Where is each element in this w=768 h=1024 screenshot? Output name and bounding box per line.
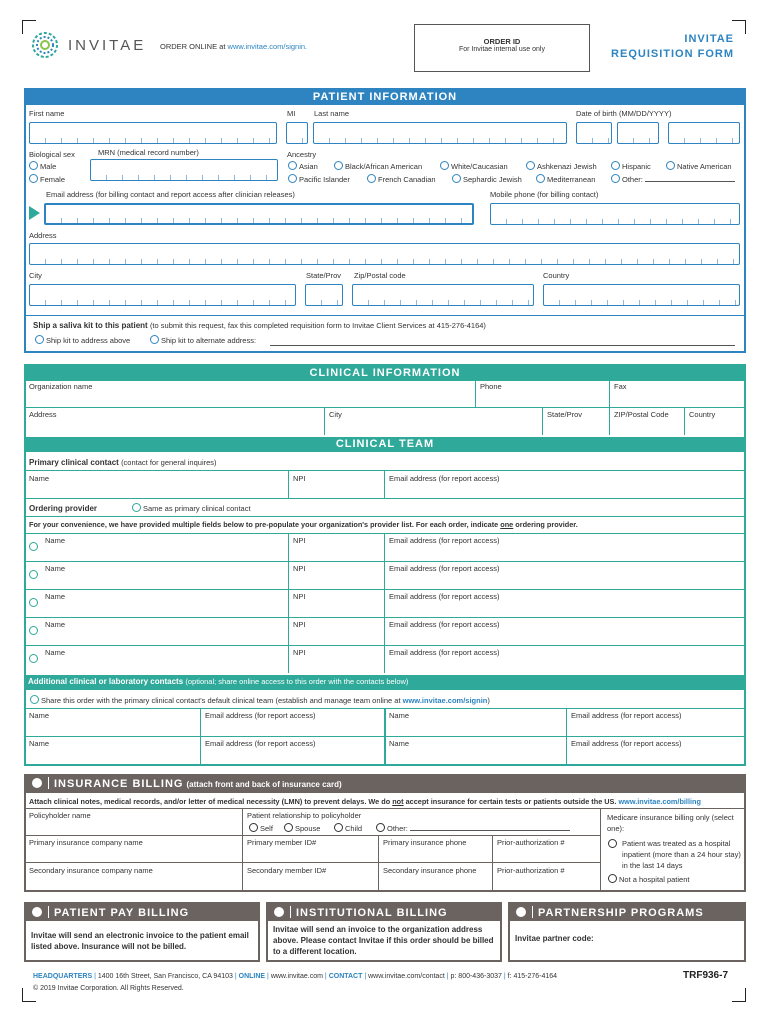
ancestry-native-american[interactable]: Native American [666,161,732,171]
insurance-attach-note: Attach clinical notes, medical records, and/or letter of medical necessity (LMN) to prevent delays. We do not accept insurance for certain tests or patients outside the US. www.invitae.com/billing [29,797,701,806]
provider-name-label: Name [45,536,66,545]
contact-email-label: Email address (for report access) [571,739,682,748]
provider-radio-5[interactable] [29,654,40,664]
arrow-icon [29,206,40,220]
email-input[interactable] [44,203,474,225]
copyright: © 2019 Invitae Corporation. All Rights Reserved. [33,985,184,992]
ancestry-asian[interactable]: Asian [288,161,318,171]
sex-label: Biological sex [29,150,75,159]
country-input[interactable] [543,284,740,306]
provider-npi-label: NPI [293,648,306,657]
medicare-inpatient[interactable]: Patient was treated as a hospital inpatient (more than a 24 hour stay) in the last 14 days [608,838,742,871]
ancestry-ashkenazi[interactable]: Ashkenazi Jewish [526,161,597,171]
dob-year-input[interactable] [668,122,740,144]
clinical-zip-label: ZIP/Postal Code [614,410,669,419]
same-as-primary[interactable]: Same as primary clinical contact [132,503,251,513]
provider-name-label: Name [45,592,66,601]
crop-mark-bottom-right [732,988,746,1002]
primary-npi-label: NPI [293,474,306,483]
order-id-box: ORDER ID For Invitae internal use only [414,24,590,72]
contact-email-label: Email address (for report access) [205,739,316,748]
clinical-country-label: Country [689,410,716,419]
provider-email-label: Email address (for report access) [389,564,500,573]
mi-label: MI [287,109,296,118]
state-input[interactable] [305,284,343,306]
additional-contacts-grid [24,708,746,764]
primary-email-label: Email address (for report access) [389,474,500,483]
city-label: City [29,271,42,280]
mrn-label: MRN (medical record number) [98,148,199,157]
provider-name-label: Name [45,648,66,657]
contact-name-label: Name [389,711,410,720]
contact-name-label: Name [29,711,50,720]
ancestry-label: Ancestry [287,150,317,159]
patient-header: PATIENT INFORMATION [26,90,744,105]
dob-day-input[interactable] [617,122,659,144]
ancestry-pacific[interactable]: Pacific Islander [288,174,350,184]
provider-radio-1[interactable] [29,542,40,552]
insurance-select-dot[interactable] [32,778,42,788]
clinical-state-label: State/Prov [547,410,583,419]
clinical-city-label: City [329,410,342,419]
additional-contacts-bar: Additional clinical or laboratory contacts (optional; share online access to this order with the contacts below) [24,675,746,690]
mobile-label: Mobile phone (for billing contact) [490,190,599,199]
provider-npi-label: NPI [293,564,306,573]
mi-input[interactable] [286,122,308,144]
primary-name-label: Name [29,474,50,483]
clinical-header: CLINICAL INFORMATION [26,366,744,381]
last-name-input[interactable] [313,122,567,144]
sex-male[interactable]: Male [29,161,56,171]
ship-kit-address-above[interactable]: Ship kit to address above [35,335,130,345]
ancestry-sephardic[interactable]: Sephardic Jewish [452,174,522,184]
contact-email-label: Email address (for report access) [205,711,316,720]
dob-label: Date of birth (MM/DD/YYYY) [576,109,672,118]
institutional-dot[interactable] [274,907,284,917]
ordering-provider-title: Ordering provider [29,504,98,513]
invitae-logo-icon [30,30,60,62]
prior-auth-2-label: Prior-authorization # [497,866,565,875]
provider-email-label: Email address (for report access) [389,620,500,629]
partnership-section: PARTNERSHIP PROGRAMS Invitae partner code: [508,902,746,962]
ancestry-other[interactable]: Other: [611,174,735,184]
mrn-input[interactable] [90,159,278,181]
ship-kit-alternate[interactable]: Ship kit to alternate address: [150,335,256,345]
form-title: INVITAE REQUISITION FORM [611,33,734,60]
relationship-spouse[interactable]: Spouse [284,823,320,833]
partnership-dot[interactable] [516,907,526,917]
relationship-child[interactable]: Child [334,823,362,833]
order-online: ORDER ONLINE at www.invitae.com/signin. [160,42,308,51]
crop-mark-top-right [732,20,746,34]
email-label: Email address (for billing contact and report access after clinician releases) [46,190,295,199]
footer-contact: HEADQUARTERS | 1400 16th Street, San Francisco, CA 94103 | ONLINE | www.invitae.com | CONTACT | www.invitae.com/contact | p: 800-436-3037 | f: 415-276-4164 [33,973,558,980]
form-code: TRF936-7 [683,970,729,981]
first-name-label: First name [29,109,65,118]
provider-name-label: Name [45,564,66,573]
medicare-title: Medicare insurance billing only (select one): [607,813,734,833]
address-label: Address [29,231,57,240]
primary-contact-title: Primary clinical contact (contact for general inquires) [29,458,217,467]
medicare-not-hospital[interactable]: Not a hospital patient [608,874,689,884]
brand-name: INVITAE [68,37,147,54]
ancestry-white[interactable]: White/Caucasian [440,161,508,171]
policyholder-label: Policyholder name [29,811,91,820]
provider-rows [24,533,746,673]
provider-radio-4[interactable] [29,626,40,636]
provider-npi-label: NPI [293,620,306,629]
provider-npi-label: NPI [293,592,306,601]
fax-label: Fax [614,382,627,391]
ancestry-black[interactable]: Black/African American [334,161,422,171]
dob-month-input[interactable] [576,122,612,144]
provider-email-label: Email address (for report access) [389,536,500,545]
prior-auth-label: Prior-authorization # [497,838,565,847]
ancestry-mediterranean[interactable]: Mediterranean [536,174,595,184]
org-label: Organization name [29,382,93,391]
provider-radio-2[interactable] [29,570,40,580]
provider-email-label: Email address (for report access) [389,648,500,657]
zip-input[interactable] [352,284,534,306]
institutional-section: INSTITUTIONAL BILLING Invitae will send an invoice to the organization address above. Please contact Invitae if this order should be billed to a different location. [266,902,502,962]
relationship-other[interactable]: Other: [376,823,570,833]
insurance-header: INSURANCE BILLING (attach front and back of insurance card) [24,774,746,793]
mobile-input[interactable] [490,203,740,225]
divider [24,315,746,316]
patient-pay-dot[interactable] [32,907,42,917]
secondary-company-label: Secondary insurance company name [29,866,153,875]
convenience-note: For your convenience, we have provided multiple fields below to pre-populate your organization's provider list. For each order, indicate one ordering provider. [29,520,578,529]
address-input[interactable] [29,243,740,265]
contact-name-label: Name [389,739,410,748]
relationship-self[interactable]: Self [249,823,273,833]
ancestry-french-canadian[interactable]: French Canadian [367,174,436,184]
secondary-id-label: Secondary member ID# [247,866,327,875]
secondary-phone-label: Secondary insurance phone [383,866,477,875]
city-input[interactable] [29,284,296,306]
state-label: State/Prov [306,271,342,280]
last-name-label: Last name [314,109,350,118]
share-with-team[interactable]: Share this order with the primary clinical contact's default clinical team (establish and manage team online at www.invitae.com/signin) [30,695,490,705]
clinical-address-label: Address [29,410,57,419]
primary-id-label: Primary member ID# [247,838,317,847]
alternate-address-line[interactable] [270,345,735,346]
primary-phone-label: Primary insurance phone [383,838,467,847]
provider-npi-label: NPI [293,536,306,545]
contact-email-label: Email address (for report access) [571,711,682,720]
relationship-label: Patient relationship to policyholder [247,811,362,820]
zip-label: Zip/Postal code [354,271,406,280]
ship-kit-title: Ship a saliva kit to this patient (to submit this request, fax this completed requisition form to Invitae Client Services at 415-276-4164) [33,321,486,330]
contact-name-label: Name [29,739,50,748]
sex-female[interactable]: Female [29,174,65,184]
clinical-team-header: CLINICAL TEAM [24,437,746,452]
phone-label: Phone [480,382,502,391]
first-name-input[interactable] [29,122,277,144]
primary-company-label: Primary insurance company name [29,838,143,847]
provider-name-label: Name [45,620,66,629]
provider-email-label: Email address (for report access) [389,592,500,601]
ancestry-hispanic[interactable]: Hispanic [611,161,651,171]
provider-radio-3[interactable] [29,598,40,608]
patient-pay-section: PATIENT PAY BILLING Invitae will send an electronic invoice to the patient email listed above. Insurance will not be billed. [24,902,260,962]
country-label: Country [543,271,570,280]
